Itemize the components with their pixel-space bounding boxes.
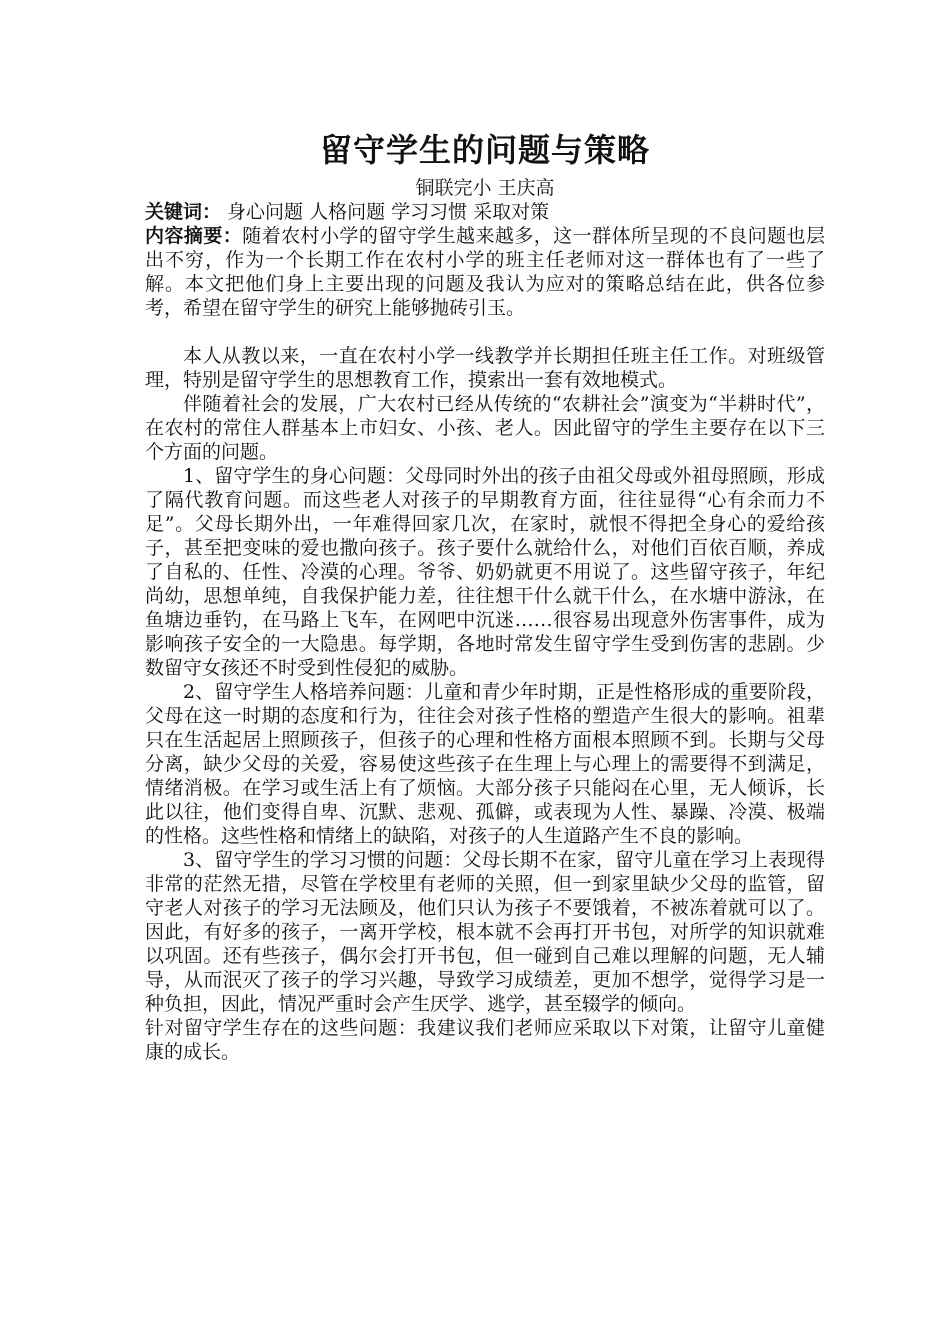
body-paragraph-problem-1: 1、留守学生的身心问题：父母同时外出的孩子由祖父母或外祖母照顾，形成了隔代教育问题。而这些老人对孩子的早期教育方面，往往显得“心有余而力不足”。父母长期外出，一年难得回家几次，在家时，就恨不得把全身心的爱给孩子，甚至把变味的爱也撒向孩子。孩子要什么就给什么，对他们百依百顺，养成了自私的、任性、冷漠的心理。爷爷、奶奶就更不用说了。这些留守孩子，年纪尚幼，思想单纯，自我保护能力差，往往想干什么就干什么，在水塘中游泳，在鱼塘边垂钓，在马路上飞车，在网吧中沉迷……很容易出现意外伤害事件，成为影响孩子安全的一大隐患。每学期，各地时常发生留守学生受到伤害的悲剧。少数留守女孩还不时受到性侵犯的威胁。 [145, 465, 825, 679]
keywords-text: 身心问题 人格问题 学习习惯 采取对策 [221, 201, 550, 223]
body-paragraph-problem-3: 3、留守学生的学习习惯的问题：父母长期不在家，留守儿童在学习上表现得非常的茫然无措，尽管在学校里有老师的关照，但一到家里缺少父母的监管，留守老人对孩子的学习无法顾及，他们只认为孩子不要饿着，不被冻着就可以了。因此，有好多的孩子，一离开学校，根本就不会再打开书包，对所学的知识就难以巩固。还有些孩子，偶尔会打开书包，但一碰到自己难以理解的问题，无人辅导，从而泯灭了孩子的学习兴趣，导致学习成绩差，更加不想学，觉得学习是一种负担，因此，情况严重时会产生厌学、逃学，甚至辍学的倾向。 [145, 849, 825, 1015]
body-paragraph-problem-2: 2、留守学生人格培养问题：儿童和青少年时期，正是性格形成的重要阶段，父母在这一时期的态度和行为，往往会对孩子性格的塑造产生很大的影响。祖辈只在生活起居上照顾孩子，但孩子的心理和性格方面根本照顾不到。长期与父母分离，缺少父母的关爱，容易使这些孩子在生理上与心理上的需要得不到满足，情绪消极。在学习或生活上有了烦恼。大部分孩子只能闷在心里，无人倾诉，长此以往，他们变得自卑、沉默、悲观、孤僻，或表现为人性、暴躁、冷漠、极端的性格。这些性格和情绪上的缺陷，对孩子的人生道路产生不良的影响。 [145, 681, 825, 847]
abstract-text: 随着农村小学的留守学生越来越多，这一群体所呈现的不良问题也层出不穷，作为一个长期工作在农村小学的班主任老师对这一群体也有了一些了解。本文把他们身上主要出现的问题及我认为应对的策略总结在此，供各位参考，希望在留守学生的研究上能够抛砖引玉。 [145, 225, 825, 319]
document-title: 留守学生的问题与策略 [319, 131, 650, 169]
keywords-label: 关键词： [145, 201, 222, 223]
body-paragraph-intro: 本人从教以来，一直在农村小学一线教学并长期担任班主任工作。对班级管理，特别是留守学生的思想教育工作，摸索出一套有效地模式。 [145, 345, 825, 391]
keywords-line [145, 200, 825, 224]
abstract-paragraph [145, 224, 825, 320]
closing-paragraph: 针对留守学生存在的这些问题：我建议我们老师应采取以下对策，让留守儿童健康的成长。 [145, 1017, 825, 1063]
abstract-label: 内容摘要： [145, 225, 243, 247]
section-spacer [145, 320, 825, 344]
document-page [145, 126, 825, 1064]
body-paragraph-background: 伴随着社会的发展，广大农村已经从传统的“农耕社会”演变为“半耕时代”，在农村的常住人群基本上市妇女、小孩、老人。因此留守的学生主要存在以下三个方面的问题。 [145, 393, 825, 463]
author-line: 铜联完小 王庆高 [415, 177, 555, 199]
